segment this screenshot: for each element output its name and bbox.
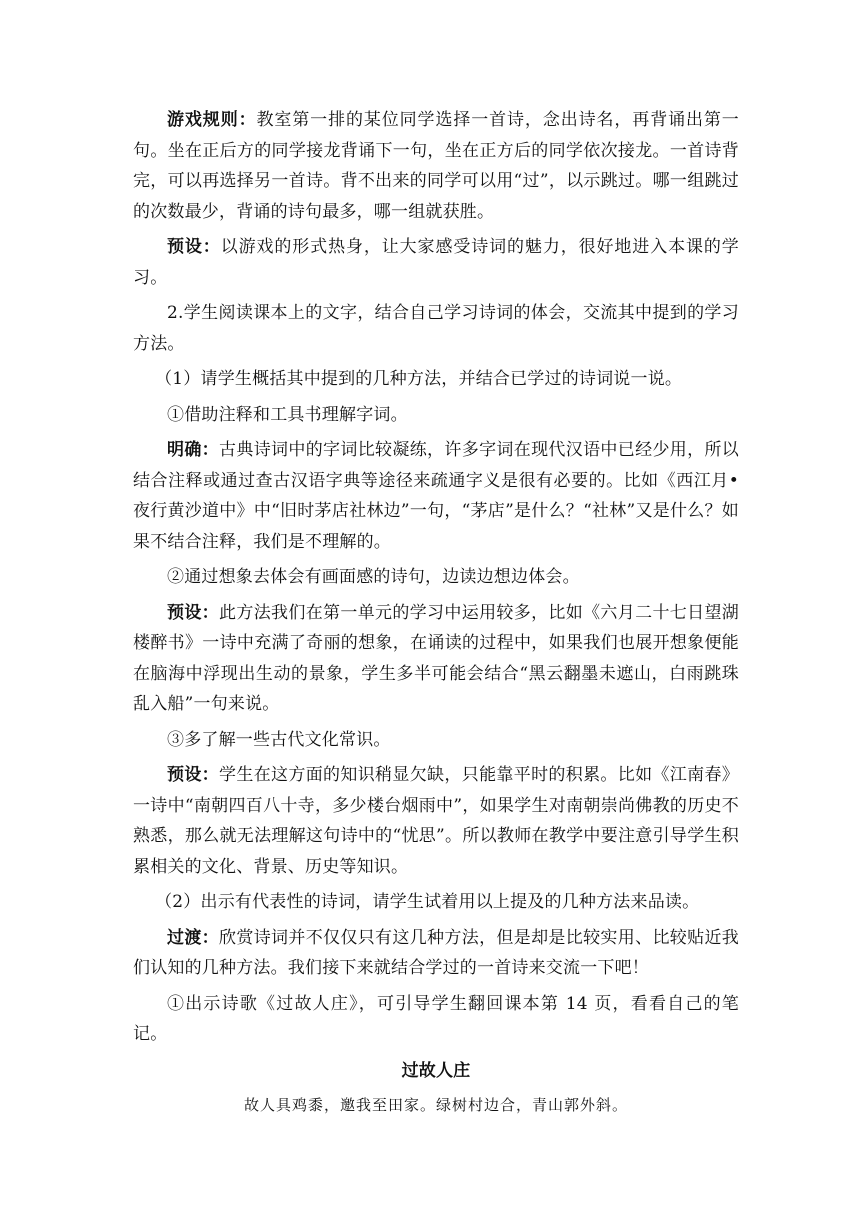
label-game-rules: 游戏规则： (167, 110, 257, 130)
paragraph-substep-2 (133, 887, 739, 918)
label-preset: 预设： (167, 237, 221, 257)
label-transition: 过渡： (167, 927, 220, 948)
paragraph-game-rules (133, 105, 739, 227)
paragraph-clarify (133, 435, 739, 557)
paragraph-step-2 (133, 298, 739, 359)
label-clarify: 明确： (167, 440, 220, 460)
text-substep-2: （2）出示有代表性的诗词，请学生试着用以上提及的几种方法来品读。 (155, 892, 700, 912)
text-show-poem: ①出示诗歌《过故人庄》，可引导学生翻回课本第 14 页，看看自己的笔记。 (133, 993, 739, 1044)
text-method-1: ①借助注释和工具书理解字词。 (167, 404, 408, 425)
text-step-2: 2.学生阅读课本上的文字，结合自己学习诗词的体会，交流其中提到的学习方法。 (133, 303, 739, 354)
text-method-2: ②通过想象去体会有画面感的诗句，边读边想边体会。 (167, 567, 580, 587)
paragraph-method-3 (133, 725, 739, 756)
paragraph-substep-1 (133, 364, 739, 395)
document-body (133, 105, 739, 1126)
text-preset: 以游戏的形式热身，让大家感受诗词的魅力，很好地进入本课的学习。 (133, 237, 739, 288)
paragraph-show-poem (133, 989, 739, 1050)
text-clarify: 古典诗词中的字词比较凝练，许多字词在现代汉语中已经少用，所以结合注释或通过查古汉语字典等途径来疏通字义是很有必要的。比如《西江月•夜行黄沙道中》中“旧时茅店社林边”一句，“茅店”是什么？“社林”又是什么？如果不结合注释，我们是不理解的。 (133, 440, 739, 552)
label-preset: 预设： (167, 765, 220, 785)
text-preset: 此方法我们在第一单元的学习中运用较多，比如《六月二十七日望湖楼醉书》一诗中充满了奇丽的想象，在诵读的过程中，如果我们也展开想象便能在脑海中浮现出生动的景象，学生多半可能会结合“黑云翻墨未遮山，白雨跳珠乱入船”一句来说。 (133, 602, 739, 714)
label-preset: 预设： (167, 602, 220, 623)
paragraph-preset-1 (133, 232, 739, 293)
text-substep-1: （1）请学生概括其中提到的几种方法，并结合已学过的诗词说一说。 (155, 369, 683, 389)
text-preset: 学生在这方面的知识稍显欠缺，只能靠平时的积累。比如《江南春》一诗中“南朝四百八十寺，多少楼台烟雨中”，如果学生对南朝崇尚佛教的历史不熟悉，那么就无法理解这句诗中的“忧思”。所以教师在教学中要注意引导学生积累相关的文化、背景、历史等知识。 (133, 765, 739, 877)
paragraph-preset-3 (133, 760, 739, 882)
text-method-3: ③多了解一些古代文化常识。 (167, 729, 391, 750)
text-game-rules: 教室第一排的某位同学选择一首诗，念出诗名，再背诵出第一句。坐在正后方的同学接龙背诵下一句，坐在正方后的同学依次接龙。一首诗背完，可以再选择另一首诗。背不出来的同学可以用“过”，以示跳过。哪一组跳过的次数最少，背诵的诗句最多，哪一组就获胜。 (133, 110, 739, 222)
paragraph-transition (133, 923, 739, 984)
text-transition: 欣赏诗词并不仅仅只有这几种方法，但是却是比较实用、比较贴近我们认知的几种方法。我们接下来就结合学过的一首诗来交流一下吧！ (133, 927, 739, 978)
paragraph-method-2 (133, 562, 739, 593)
paragraph-method-1 (133, 400, 739, 431)
poem-title: 过故人庄 (401, 1060, 471, 1081)
paragraph-preset-2 (133, 598, 739, 720)
poem-line: 故人具鸡黍，邀我至田家。绿树村边合，青山郭外斜。 (243, 1096, 628, 1114)
